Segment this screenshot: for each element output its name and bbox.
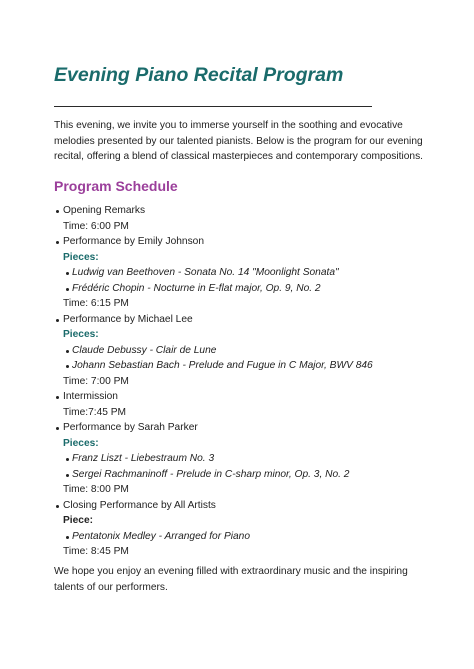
pieces-label-sarah-parker: Pieces: [63, 437, 99, 449]
schedule-time-opening-remarks: Time: 6:00 PM [63, 220, 129, 232]
piece-sarah-2: Sergei Rachmaninoff - Prelude in C-sharp minor, Op. 3, No. 2 [54, 467, 434, 483]
schedule-time-emily-johnson: Time: 6:15 PM [63, 298, 129, 309]
schedule-time-intermission: Time:7:45 PM [63, 406, 127, 418]
piece-michael-2: Johann Sebastian Bach - Prelude and Fugue in C Major, BWV 846 [54, 358, 434, 374]
piece-michael-1: Claude Debussy - Clair de Lune [54, 343, 434, 359]
page-title: Evening Piano Recital Program [54, 64, 344, 86]
pieces-label-emily-johnson: Pieces: [63, 251, 99, 263]
piece-label-closing-performance: Piece: [63, 515, 94, 526]
piece-closing-1: Pentatonix Medley - Arranged for Piano [54, 529, 434, 545]
schedule-item-opening-remarks: Opening Remarks [54, 203, 434, 219]
section-heading-program-schedule: Program Schedule [54, 178, 178, 194]
schedule-item-closing-performance: Closing Performance by All Artists [54, 498, 434, 514]
schedule-time-michael-lee: Time: 7:00 PM [63, 375, 129, 387]
title-divider [54, 106, 372, 107]
schedule-item-michael-lee: Performance by Michael Lee [54, 312, 434, 328]
piece-sarah-1: Franz Liszt - Liebestraum No. 3 [54, 451, 434, 467]
intro-paragraph: This evening, we invite you to immerse yourself in the soothing and evocative melodies presented by our talented pianists. Below is the program for our evening recital, offering a blend of classical masterpieces and contemporary compositions. [54, 120, 424, 163]
closing-paragraph: We hope you enjoy an evening filled with extraordinary music and the inspiring talents of our performers. [54, 566, 408, 593]
schedule-time-closing-performance: Time: 8:45 PM [63, 546, 129, 557]
pieces-label-michael-lee: Pieces: [63, 329, 99, 340]
piece-emily-2: Frédéric Chopin - Nocturne in E-flat major, Op. 9, No. 2 [54, 281, 434, 297]
schedule-item-intermission: Intermission [54, 389, 434, 405]
schedule-item-sarah-parker: Performance by Sarah Parker [54, 420, 434, 436]
schedule-time-sarah-parker: Time: 8:00 PM [63, 484, 129, 495]
program-schedule-list [54, 203, 434, 560]
piece-emily-1: Ludwig van Beethoven - Sonata No. 14 "Moonlight Sonata" [54, 265, 434, 281]
schedule-item-emily-johnson: Performance by Emily Johnson [54, 234, 434, 250]
